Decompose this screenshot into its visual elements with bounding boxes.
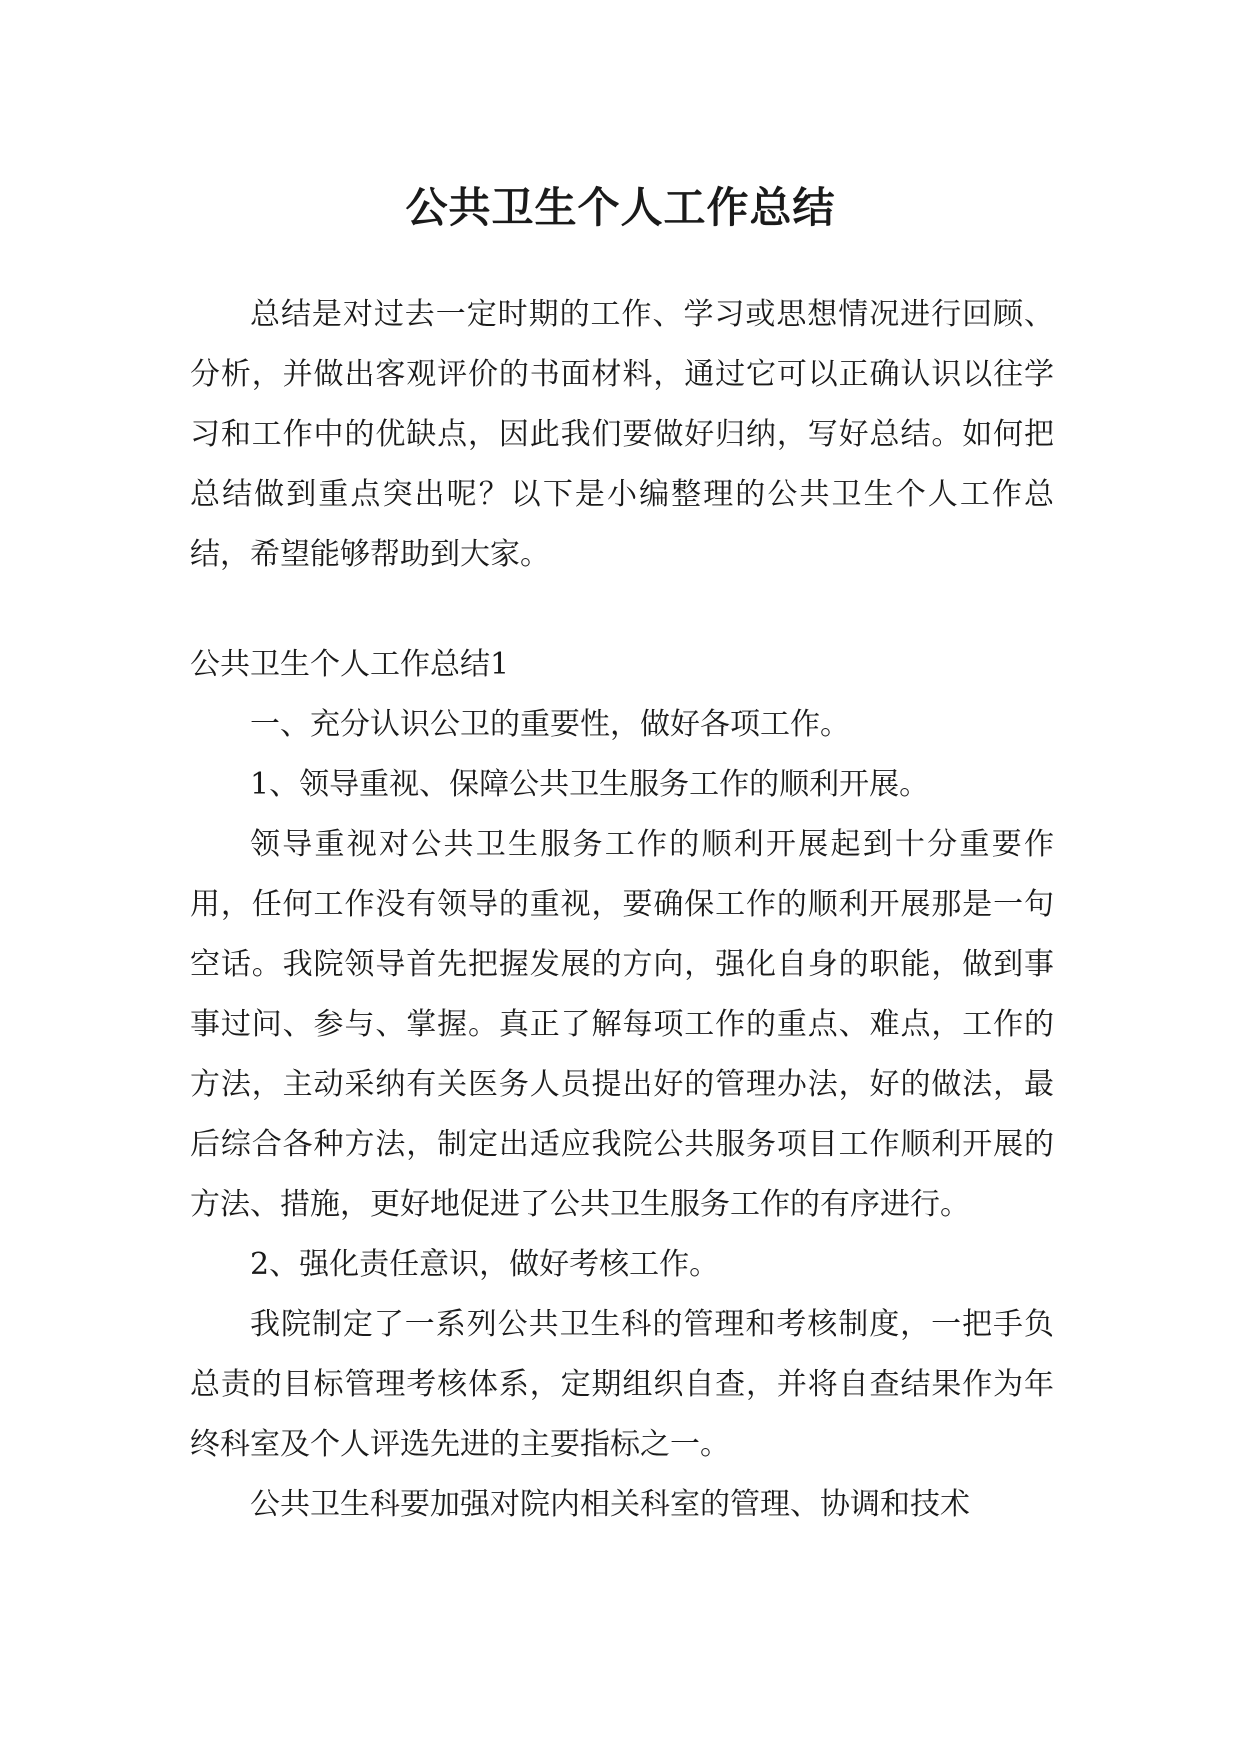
- subheading-1-1: 1、领导重视、保障公共卫生服务工作的顺利开展。: [250, 767, 930, 802]
- section-heading: 公共卫生个人工作总结1: [190, 647, 510, 682]
- subheading-1: 一、充分认识公卫的重要性，做好各项工作。: [250, 707, 850, 742]
- body-paragraph: 公共卫生科要加强对院内相关科室的管理、协调和技术: [250, 1487, 970, 1522]
- intro-paragraph: 总结是对过去一定时期的工作、学习或思想情况进行回顾、分析，并做出客观评价的书面材料，通过它可以正确认识以往学习和工作中的优缺点，因此我们要做好归纳，写好总结。如何把总结做到重点突出呢？以下是小编整理的公共卫生个人工作总结，希望能够帮助到大家。: [190, 297, 1054, 572]
- body-paragraph: 领导重视对公共卫生服务工作的顺利开展起到十分重要作用，任何工作没有领导的重视，要确保工作的顺利开展那是一句空话。我院领导首先把握发展的方向，强化自身的职能，做到事事过问、参与、掌握。真正了解每项工作的重点、难点，工作的方法，主动采纳有关医务人员提出好的管理办法，好的做法，最后综合各种方法，制定出适应我院公共服务项目工作顺利开展的方法、措施，更好地促进了公共卫生服务工作的有序进行。: [190, 827, 1054, 1222]
- section-body: [190, 695, 1054, 1535]
- subheading-1-2: 2、强化责任意识，做好考核工作。: [250, 1247, 720, 1282]
- document-title: 公共卫生个人工作总结: [405, 183, 836, 233]
- intro-paragraph-block: [190, 285, 1054, 585]
- body-paragraph: 我院制定了一系列公共卫生科的管理和考核制度，一把手负总责的目标管理考核体系，定期组织自查，并将自查结果作为年终科室及个人评选先进的主要指标之一。: [190, 1307, 1054, 1462]
